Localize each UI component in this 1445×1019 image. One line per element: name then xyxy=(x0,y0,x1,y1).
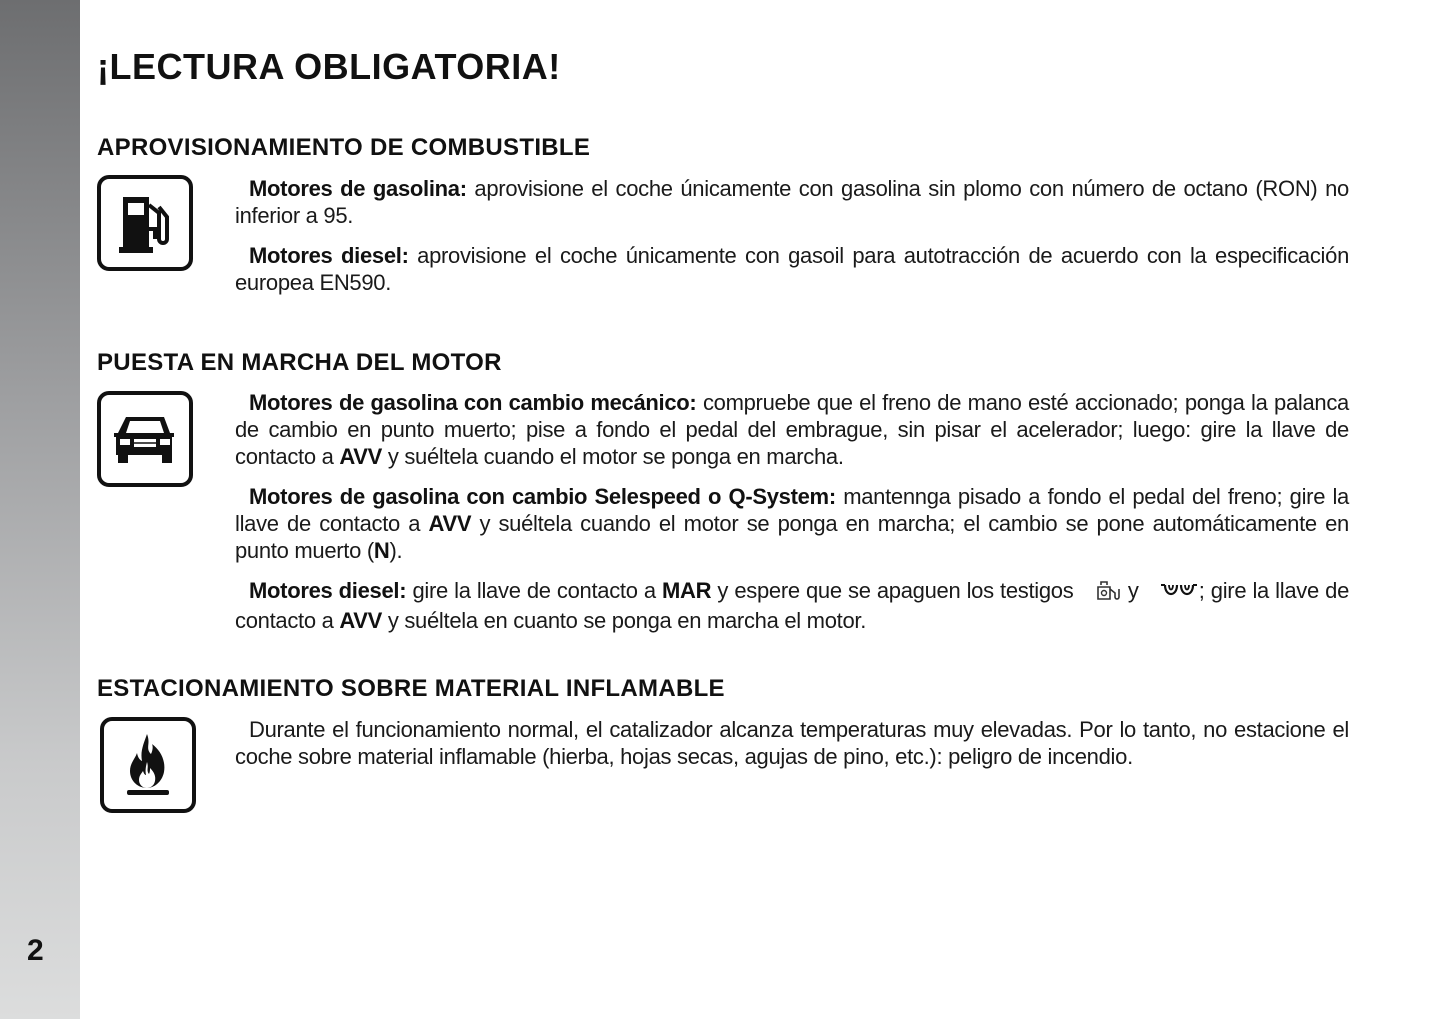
text-diesel-start-1: gire la llave de contacto a xyxy=(406,578,663,603)
paragraph-diesel-start xyxy=(235,577,1349,634)
glow-plug-icon xyxy=(1145,579,1199,607)
text-selespeed-1: mantennga pisado a fondo el pedal del freno; gire la llave de contacto a xyxy=(235,484,1349,536)
key-position-mar: MAR xyxy=(662,578,712,603)
text-diesel-start-3: y xyxy=(1121,578,1145,603)
label-diesel-start: Motores diesel: xyxy=(249,578,407,603)
section-heading-fuel: APROVISIONAMIENTO DE COMBUSTIBLE xyxy=(97,134,591,161)
paragraph-petrol-fuel xyxy=(235,175,1349,229)
fuel-pump-icon xyxy=(115,191,175,255)
page-number: 2 xyxy=(27,934,44,967)
text-selespeed-3: ). xyxy=(389,538,403,563)
label-petrol-selespeed: Motores de gasolina con cambio Selespeed o Q-System: xyxy=(249,484,836,509)
car-icon-box xyxy=(97,391,193,487)
text-selespeed-2: y suéltela cuando el motor se ponga en marcha; el cambio se pone automáticamente en punto muerto ( xyxy=(235,511,1349,563)
text-petrol-manual-1: compruebe que el freno de mano esté accionado; ponga la palanca de cambio en punto muerto; pise a fondo el pedal del embrague, sin pisar el acelerador; luego: gire la llave de contacto a xyxy=(235,390,1349,469)
text-diesel-start-5: y suéltela en cuanto se ponga en marcha el motor. xyxy=(382,608,867,633)
paragraph-petrol-selespeed xyxy=(235,483,1349,564)
parking-text-block xyxy=(235,716,1349,783)
page-title: ¡LECTURA OBLIGATORIA! xyxy=(97,46,561,87)
flame-icon-box xyxy=(100,717,196,813)
section-heading-parking: ESTACIONAMIENTO SOBRE MATERIAL INFLAMABLE xyxy=(97,675,725,702)
key-position-avv: AVV xyxy=(428,511,472,536)
paragraph-diesel-fuel xyxy=(235,242,1349,296)
text-diesel: aprovisione el coche únicamente con gasoil para autotracción de acuerdo con la especificación europea EN590. xyxy=(235,243,1350,295)
gear-neutral-n: N xyxy=(373,538,390,563)
label-petrol: Motores de gasolina: xyxy=(249,176,467,201)
paragraph-catalyst-warning: Durante el funcionamiento normal, el catalizador alcanza temperaturas muy elevadas. Por lo tanto, no estacione el coche sobre material inflamable (hierba, hojas secas, agujas de pino, etc.): peligro de incendio. xyxy=(235,717,1349,769)
paragraph-petrol-manual xyxy=(235,389,1349,470)
section-heading-engine-start: PUESTA EN MARCHA DEL MOTOR xyxy=(97,349,502,376)
engine-start-text-block xyxy=(235,389,1349,647)
label-petrol-manual: Motores de gasolina con cambio mecánico: xyxy=(249,390,697,415)
text-petrol: aprovisione el coche únicamente con gasolina sin plomo con número de octano (RON) no inferior a 95. xyxy=(235,176,1349,228)
flame-icon xyxy=(123,732,173,798)
car-front-icon xyxy=(112,413,178,465)
text-diesel-start-4: ; gire la llave de contacto a xyxy=(235,578,1349,633)
fuel-text-block xyxy=(235,175,1349,309)
side-band xyxy=(0,0,80,1019)
text-diesel-start-2: y espere que se apaguen los testigos xyxy=(711,578,1080,603)
text-petrol-manual-2: y suéltela cuando el motor se ponga en marcha. xyxy=(382,444,844,469)
label-diesel: Motores diesel: xyxy=(249,243,409,268)
water-in-fuel-warning-icon xyxy=(1080,579,1122,607)
key-position-avv: AVV xyxy=(339,444,383,469)
key-position-avv: AVV xyxy=(339,608,383,633)
fuel-icon-box xyxy=(97,175,193,271)
